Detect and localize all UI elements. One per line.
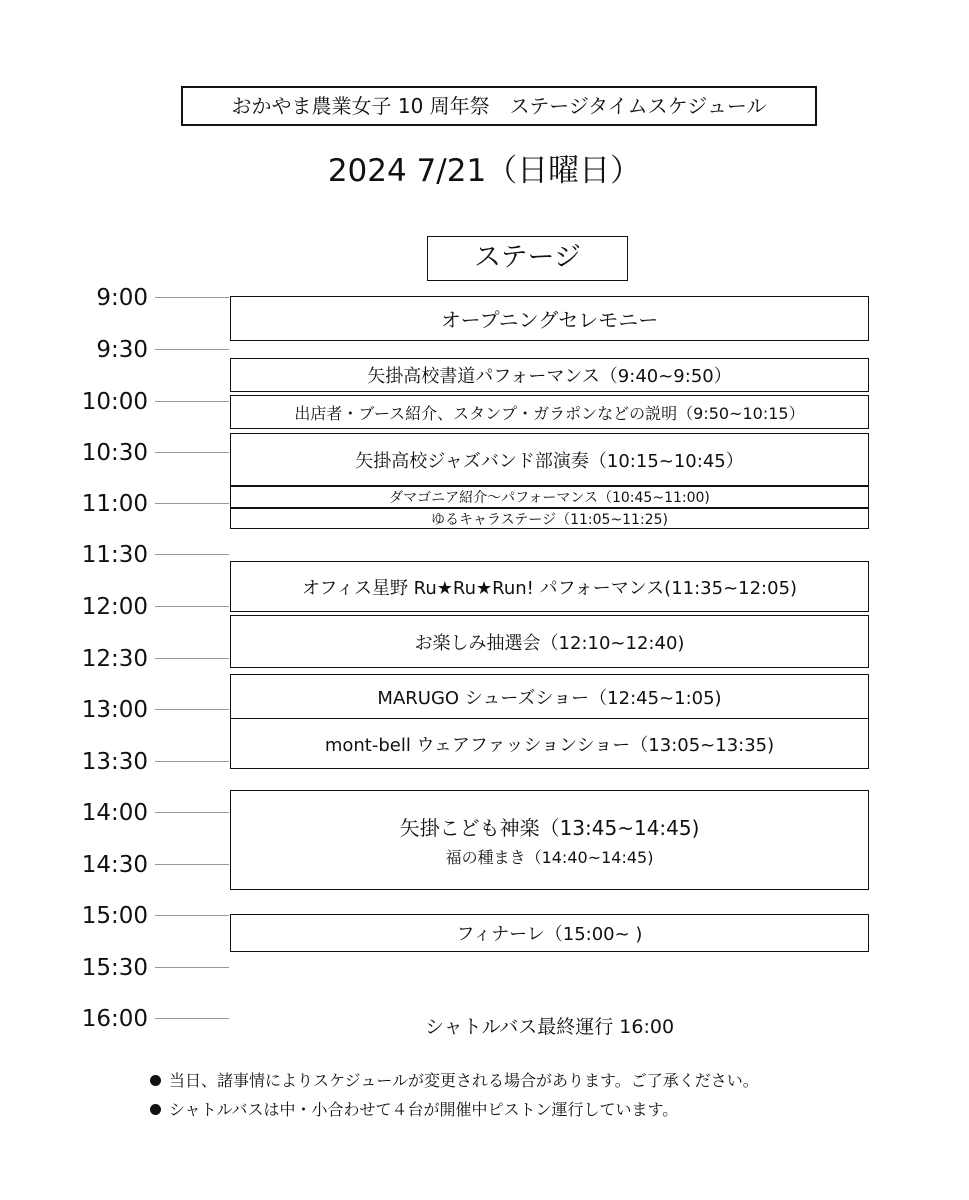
- time-tick: [155, 401, 229, 402]
- event-label: 矢掛高校ジャズバンド部演奏（10:15~10:45）: [355, 450, 744, 472]
- event-label: オフィス星野 Ru★Ru★Run! パフォーマンス(11:35~12:05): [301, 577, 798, 599]
- event-damagonia: [230, 486, 869, 508]
- event-label: フィナーレ（15:00~ ): [456, 924, 643, 945]
- event-kagura: [230, 790, 869, 890]
- time-tick: [155, 503, 229, 504]
- event-calligraphy: [230, 358, 869, 392]
- note-shuttle-bus: [150, 1098, 910, 1122]
- time-tick: [155, 812, 229, 813]
- event-label: ゆるキャラステージ（11:05~11:25): [431, 511, 668, 528]
- time-label-1300: 13:00: [81, 697, 148, 723]
- event-label: mont-bell ウェアファッションショー（13:05~13:35): [324, 734, 775, 756]
- bullet-icon: [150, 1104, 161, 1115]
- time-label-1600: 16:00: [81, 1006, 148, 1032]
- bullet-icon: [150, 1075, 161, 1086]
- event-finale: [230, 914, 869, 952]
- event-label: ダマゴニア紹介〜パフォーマンス（10:45~11:00): [389, 490, 710, 506]
- time-tick: [155, 864, 229, 865]
- event-booth-intro: [230, 395, 869, 429]
- event-label: 矢掛こども神楽（13:45~14:45): [399, 816, 700, 840]
- time-label-1400: 14:00: [81, 800, 148, 826]
- event-yurukyara: [230, 508, 869, 529]
- time-label-0900: 9:00: [96, 285, 148, 311]
- time-tick: [155, 554, 229, 555]
- note-text: 当日、諸事情によりスケジュールが変更される場合があります。ご了承ください。: [169, 1071, 759, 1090]
- event-opening-ceremony: [230, 296, 869, 341]
- time-label-1130: 11:30: [81, 542, 148, 568]
- time-tick: [155, 606, 229, 607]
- event-marugo: [230, 674, 869, 719]
- event-lottery: [230, 615, 869, 668]
- event-label: オープニングセレモニー: [440, 308, 659, 332]
- event-label: 出店者・ブース紹介、スタンプ・ガラポンなどの説明（9:50~10:15）: [294, 403, 805, 423]
- event-label: MARUGO シューズショー（12:45~1:05): [377, 687, 722, 709]
- time-label-1530: 15:30: [81, 955, 148, 981]
- time-tick: [155, 658, 229, 659]
- time-label-1430: 14:30: [81, 852, 148, 878]
- event-sublabel: 福の種まき（14:40~14:45): [445, 848, 654, 867]
- event-label: 矢掛高校書道パフォーマンス（9:40~9:50）: [367, 366, 732, 387]
- event-jazz-band: [230, 433, 869, 486]
- event-label: お楽しみ抽選会（12:10~12:40): [414, 632, 685, 654]
- note-schedule-change: [150, 1069, 910, 1093]
- time-tick: [155, 761, 229, 762]
- time-label-1200: 12:00: [81, 594, 148, 620]
- stage-label: ステージ: [427, 236, 628, 281]
- time-tick: [155, 709, 229, 710]
- time-tick: [155, 349, 229, 350]
- time-label-0930: 9:30: [96, 337, 148, 363]
- time-label-1030: 10:30: [81, 440, 148, 466]
- event-office-hoshino: [230, 561, 869, 612]
- time-tick: [155, 297, 229, 298]
- time-label-1330: 13:30: [81, 749, 148, 775]
- event-date: 2024 7/21（日曜日）: [327, 153, 642, 189]
- time-label-1230: 12:30: [81, 646, 148, 672]
- time-label-1100: 11:00: [81, 491, 148, 517]
- time-label-1500: 15:00: [81, 903, 148, 929]
- time-tick: [155, 452, 229, 453]
- note-text: シャトルバスは中・小合わせて４台が開催中ピストン運行しています。: [169, 1100, 679, 1119]
- event-montbell: [230, 718, 869, 769]
- time-label-1000: 10:00: [81, 389, 148, 415]
- time-tick: [155, 1018, 229, 1019]
- schedule-title: おかやま農業女子 10 周年祭 ステージタイムスケジュール: [181, 86, 817, 126]
- time-tick: [155, 915, 229, 916]
- shuttle-last-run: シャトルバス最終運行 16:00: [424, 1016, 675, 1038]
- time-tick: [155, 967, 229, 968]
